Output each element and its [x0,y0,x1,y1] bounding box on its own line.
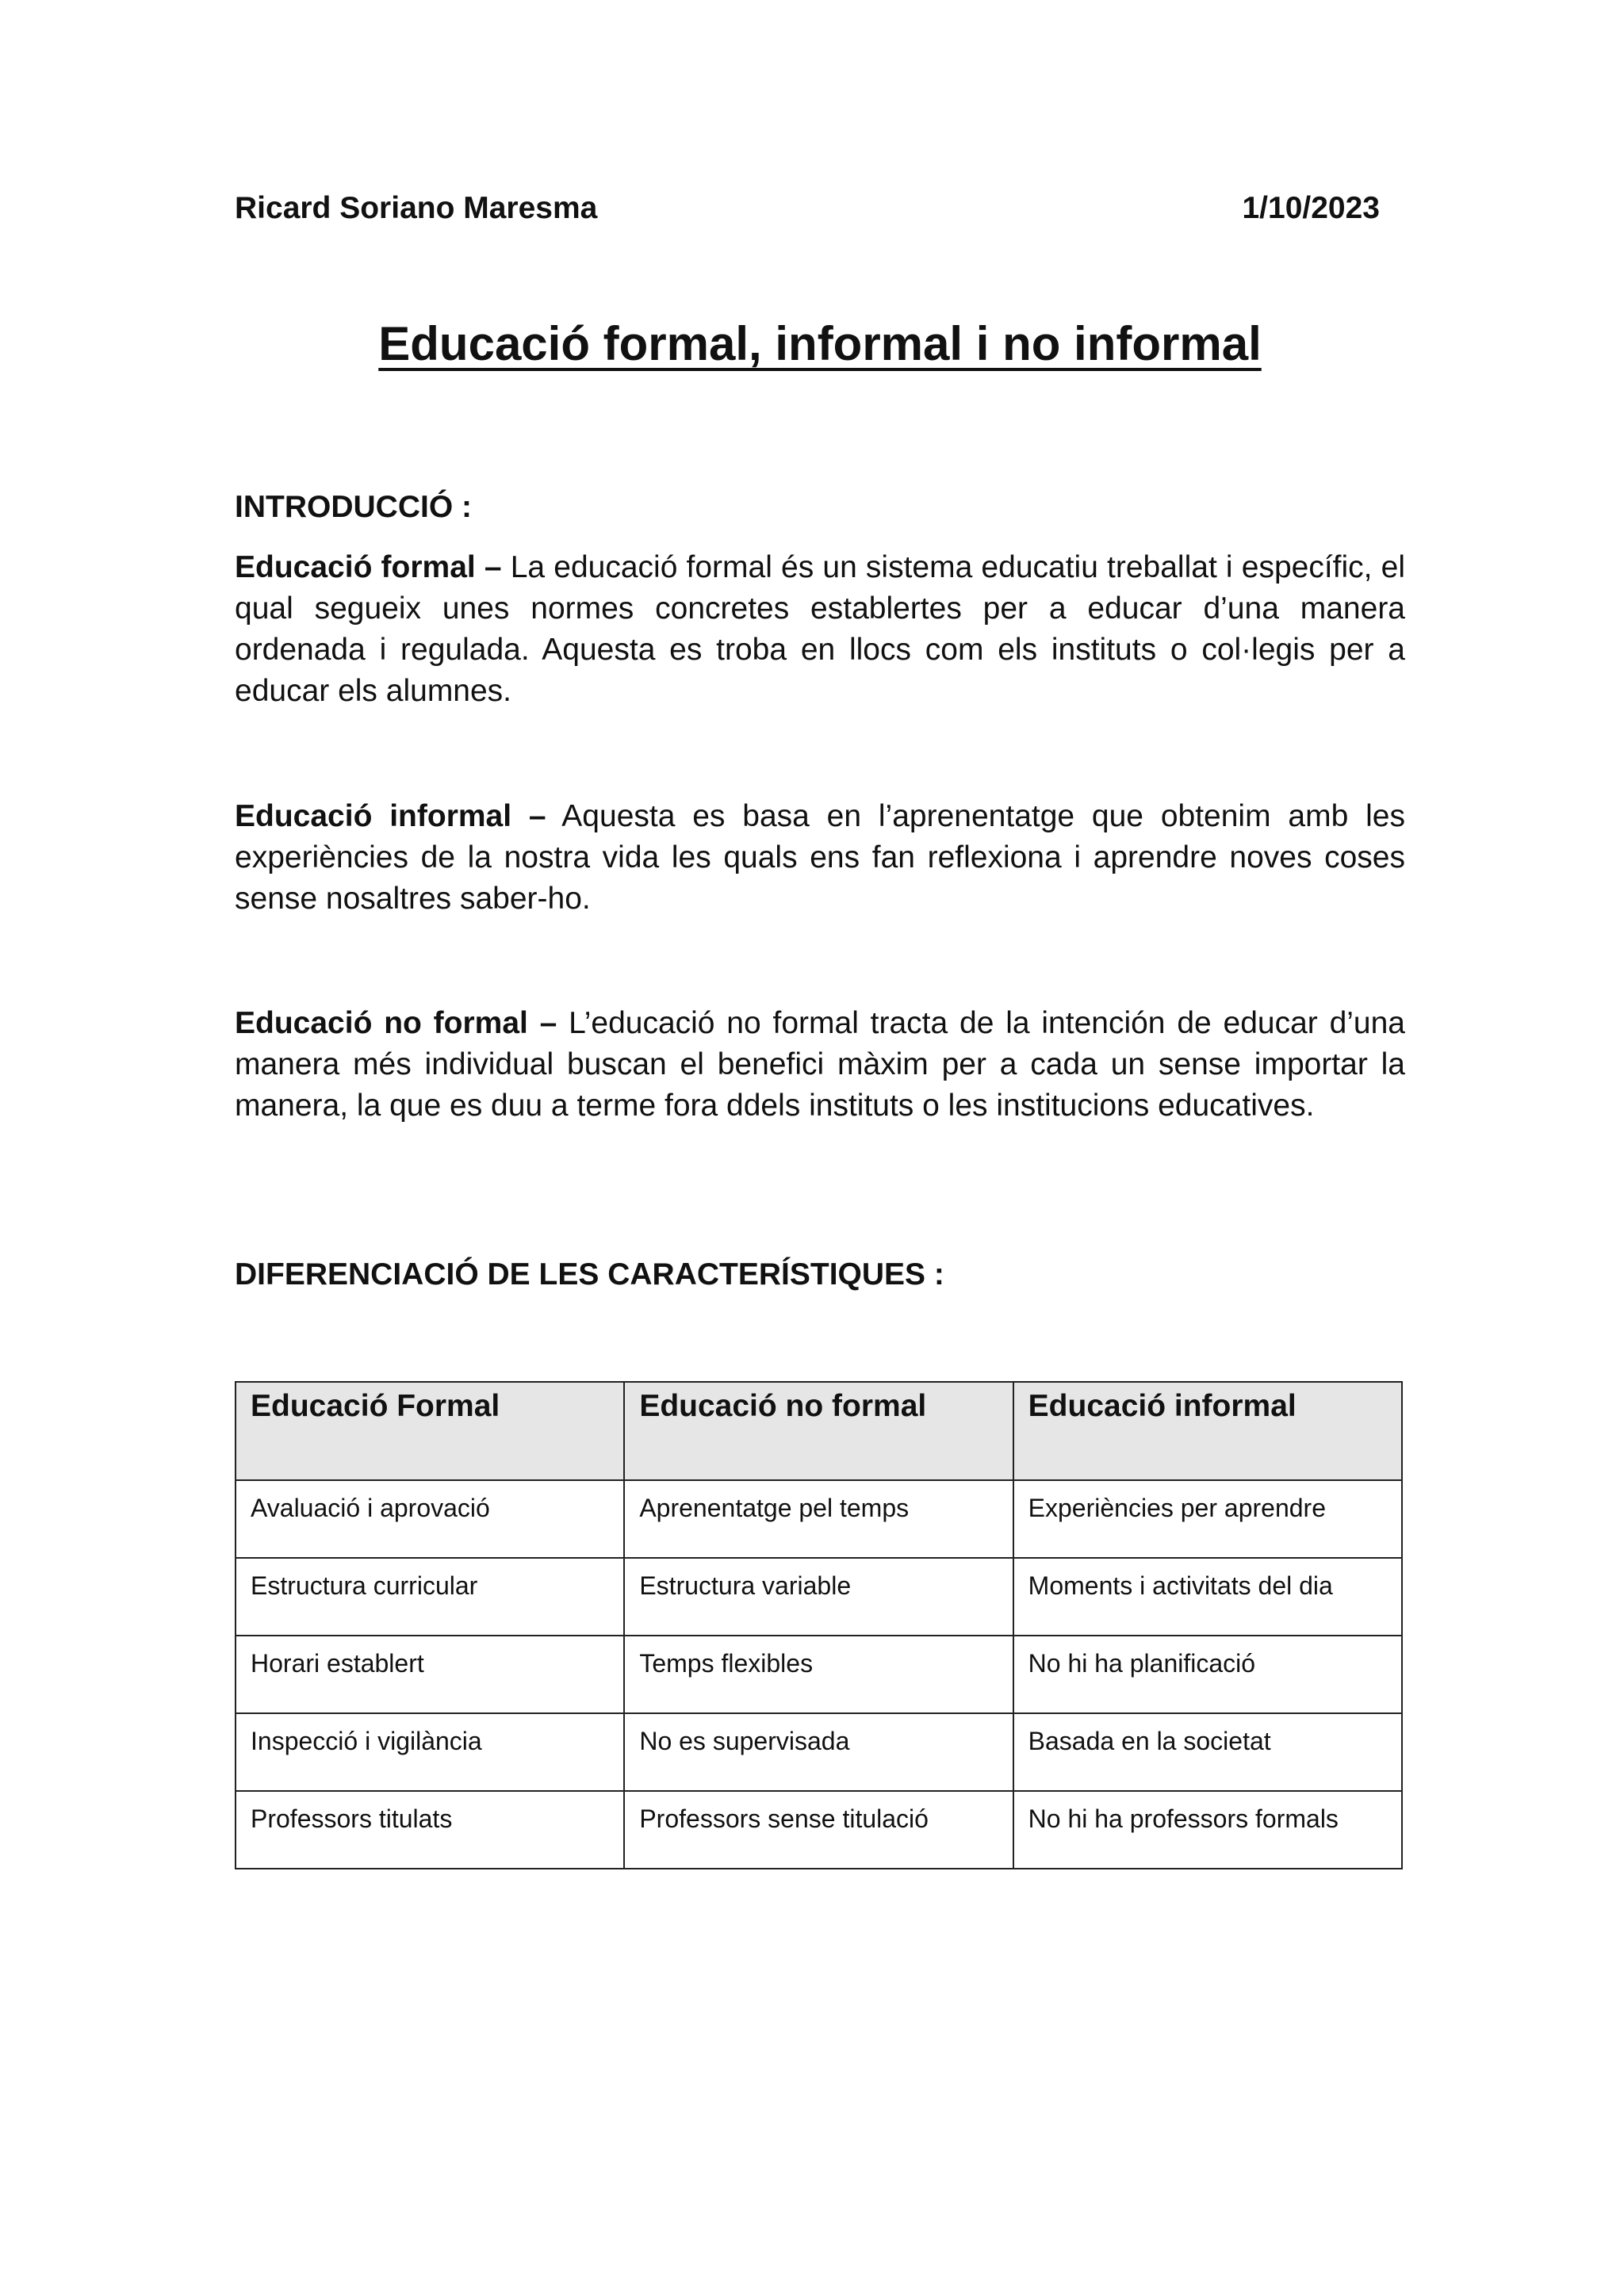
paragraph-no-formal-text: L’educació no formal tracta de la intención de educar d’una manera més individual buscan el benefici màxim per a cada un sense importar la manera, la que es duu a terme fora ddels instituts o les institucions educatives. [235,1006,1405,1123]
paragraph-informal-text: Aquesta es basa en l’aprenentatge que obtenim amb les experiències de la nostra vida les quals ens fan reflexiona i aprendre noves coses sense nosaltres saber-ho. [235,799,1405,916]
document-header [235,190,1380,228]
table-header-cell: Educació Formal [236,1382,624,1480]
table-cell: Professors sense titulació [624,1791,1013,1869]
table-cell: Avaluació i aprovació [236,1480,624,1558]
table-cell: Horari establert [236,1636,624,1713]
table-cell: Basada en la societat [1013,1713,1402,1791]
introduction-heading: INTRODUCCIÓ : [235,490,472,524]
table-cell: Estructura variable [624,1558,1013,1636]
paragraph-formal-text: La educació formal és un sistema educatiu treballat i específic, el qual segueix unes normes concretes establertes per a educar d’una manera ordenada i regulada. Aquesta es troba en llocs com els instituts o col·legis per a educar els alumnes. [235,550,1406,708]
table-header-cell: Educació no formal [624,1382,1013,1480]
table-row [236,1480,1402,1558]
table-cell: No hi ha planificació [1013,1636,1402,1713]
table-cell: Inspecció i vigilància [236,1713,624,1791]
table-row [236,1558,1402,1636]
table-row [236,1636,1402,1713]
author-name: Ricard Soriano Maresma [235,191,598,225]
table-cell: No es supervisada [624,1713,1013,1791]
table-header-cell: Educació informal [1013,1382,1402,1480]
characteristics-table [235,1381,1403,1869]
term-formal: Educació formal – [235,550,502,584]
table-header-row [236,1382,1402,1480]
paragraph-informal [235,796,1405,920]
table-cell: Aprenentatge pel temps [624,1480,1013,1558]
table-cell: No hi ha professors formals [1013,1791,1402,1869]
table-cell: Professors titulats [236,1791,624,1869]
table-cell: Temps flexibles [624,1636,1013,1713]
table-row [236,1791,1402,1869]
document-date: 1/10/2023 [1242,191,1380,225]
term-informal: Educació informal – [235,799,546,833]
table-cell: Experiències per aprendre [1013,1480,1402,1558]
table-row [236,1713,1402,1791]
table-cell: Estructura curricular [236,1558,624,1636]
paragraph-formal [235,547,1405,712]
table-cell: Moments i activitats del dia [1013,1558,1402,1636]
paragraph-no-formal [235,1003,1405,1127]
differentiation-heading: DIFERENCIACIÓ DE LES CARACTERÍSTIQUES : [235,1257,944,1292]
document-title: Educació formal, informal i no informal [378,317,1262,370]
term-no-formal: Educació no formal – [235,1006,557,1040]
